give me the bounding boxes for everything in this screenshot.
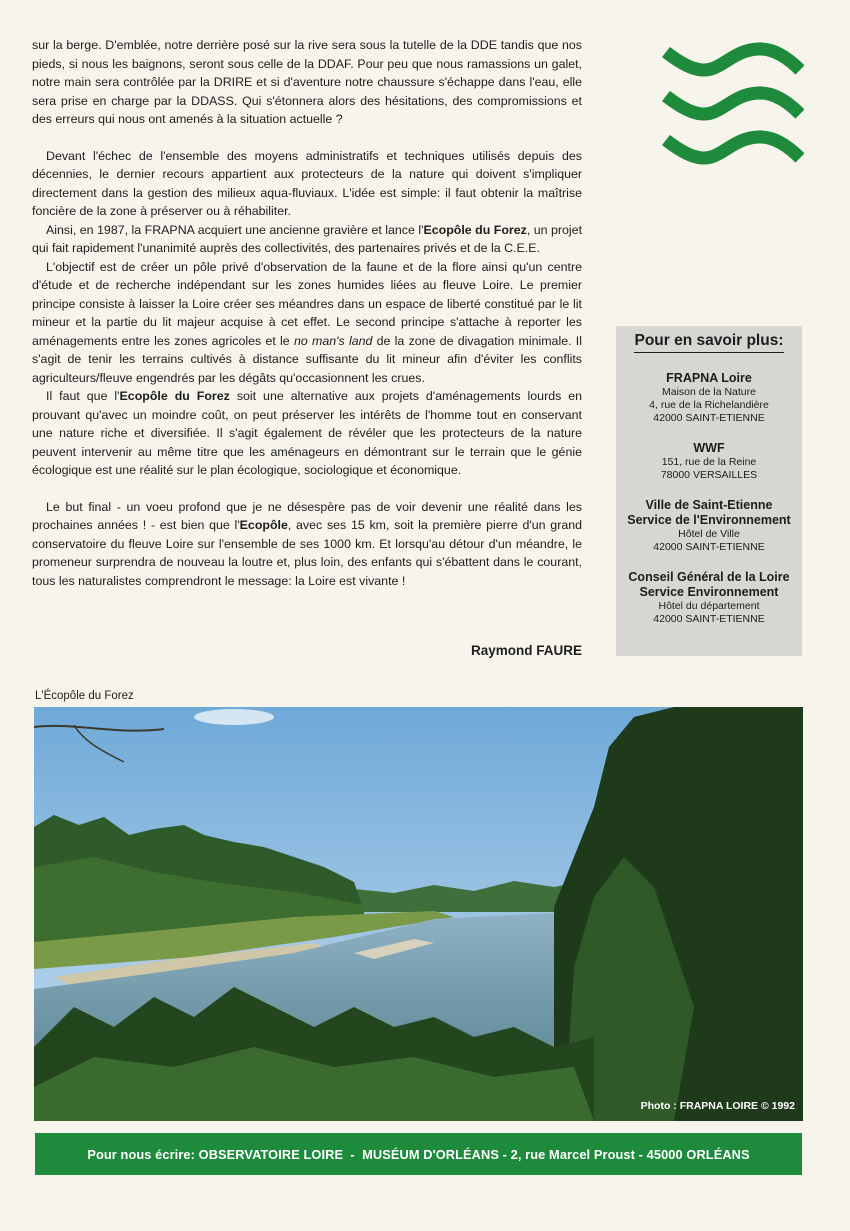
org-name: FRAPNA Loire bbox=[666, 371, 752, 385]
river-photo bbox=[34, 707, 803, 1121]
article-paragraph: sur la berge. D'emblée, notre derrière posé sur la rive sera sous la tutelle de la DDE tandis que nos pieds, si nous les baignons, seront sous celle de la DDAF. Pour peu que nous ramassions un galet, notre main sera contrôlée par la DRIRE et si d'aventure notre chaussure s'échappe dans l'eau, elle sera prise en charge par la DDASS. Qui s'étonnera alors des hésitations, des compromissions et des erreurs qui nous ont amenés à la situation actuelle ? bbox=[32, 38, 582, 126]
article-paragraph: Devant l'échec de l'ensemble des moyens administratifs et techniques utilisés depuis des décennies, le dernier recours appartient aux protecteurs de la nature qui doivent s'impliquer directement dans la gestion des milieux aqua-fluviaux. L'idée est simple: il faut obtenir la maîtrise foncière de la zone à préserver ou à réhabiliter. bbox=[32, 148, 582, 218]
org-name: WWF bbox=[693, 441, 725, 455]
org-address-line: 78000 VERSAILLES bbox=[660, 469, 758, 481]
article-paragraph: Il faut que l'Ecopôle du Forez soit une alternative aux projets d'aménagements lourds en prouvant qu'avec un moindre coût, on peut préserver les intérêts de l'homme tout en conservant une nature riche et diversifiée. Il s'agit également de révéler que les protecteurs de la nature peuvent intervenir au même titre que les aménageurs en démontrant sur le terrain que le génie écologique est une réalité sur le plan écologique, sociologique et économique. bbox=[32, 389, 583, 477]
article-body bbox=[32, 36, 582, 590]
ecopole-name: Ecopôle du Forez bbox=[119, 389, 230, 403]
emphasis-text: no man's land bbox=[293, 333, 373, 348]
org-address-line: Hôtel de Ville bbox=[678, 528, 740, 540]
org-address-line: Hôtel du département bbox=[658, 600, 760, 612]
photo-caption: L'Écopôle du Forez bbox=[35, 690, 134, 702]
info-box bbox=[616, 326, 802, 656]
info-box-heading: Pour en savoir plus: bbox=[634, 332, 783, 353]
contact-footer-banner bbox=[35, 1133, 802, 1175]
org-address-line: Maison de la Nature bbox=[662, 386, 756, 398]
org-entry bbox=[616, 371, 802, 425]
ecopole-name: Ecopôle du Forez bbox=[423, 222, 527, 237]
org-name: Conseil Général de la Loire bbox=[628, 570, 790, 584]
org-entry bbox=[616, 498, 802, 554]
ecopole-name: Ecopôle bbox=[239, 518, 288, 532]
org-address-line: 4, rue de la Richelandière bbox=[649, 399, 769, 411]
org-entry bbox=[616, 441, 802, 482]
org-address-line: 151, rue de la Reine bbox=[661, 456, 757, 468]
org-name: Ville de Saint-Etienne bbox=[645, 498, 773, 512]
org-name-line2: Service de l'Environnement bbox=[627, 513, 791, 527]
photo-credit: Photo : FRAPNA LOIRE © 1992 bbox=[640, 1100, 795, 1112]
org-entry bbox=[616, 570, 802, 626]
org-name-line2: Service Environnement bbox=[639, 585, 779, 599]
article-paragraph: L'objectif est de créer un pôle privé d'observation de la faune et de la flore ainsi qu'un centre d'étude et de recherche indépendant sur les zones humides liées au fleuve Loire. Le premier principe consiste à laisser la Loire créer ses méandres dans un espace de liberté constitué par le lit mineur et la partie du lit majeur acquise à cet effet. Le second principe s'attache à reporter les aménagements entre les zones agricoles et le no man's land de la zone de divagation minimale. Il s'agit de tenir les terrains cultivés à distance suffisante du lit mineur afin d'éviter les conflits agriculteurs/fleuve engendrés par les dégâts qu'occasionnent les crues. bbox=[32, 259, 582, 385]
org-address-line: 42000 SAINT-ETIENNE bbox=[653, 412, 765, 424]
waves-icon bbox=[662, 40, 804, 175]
article-paragraph: Le but final - un voeu profond que je ne désespère pas de voir devenir une réalité dans les prochaines années ! - est bien que l'Ecopôle, avec ses 15 km, soit la première pierre d'un grand conservatoire du fleuve Loire sur l'ensemble de ses 1000 km. Et lorsqu'au détour d'un méandre, le promeneur surprendra de nouveau la loutre et, plus loin, des enfants qui s'ébattent dans le courant, tous les naturalistes comprendront le message: la Loire est vivante ! bbox=[32, 499, 582, 588]
author-signature: Raymond FAURE bbox=[470, 643, 582, 658]
footer-contact-text: Pour nous écrire: OBSERVATOIRE LOIRE - MUSÉUM D'ORLÉANS - 2, rue Marcel Proust - 45000 ORLÉANS bbox=[87, 1146, 750, 1162]
org-address-line: 42000 SAINT-ETIENNE bbox=[653, 613, 765, 625]
article-paragraph: Ainsi, en 1987, la FRAPNA acquiert une ancienne gravière et lance l'Ecopôle du Forez, un projet qui fait rapidement l'unanimité auprès des collectivités, des partenaires privés et de la C.E.E. bbox=[32, 222, 583, 255]
org-address-line: 42000 SAINT-ETIENNE bbox=[653, 541, 765, 553]
